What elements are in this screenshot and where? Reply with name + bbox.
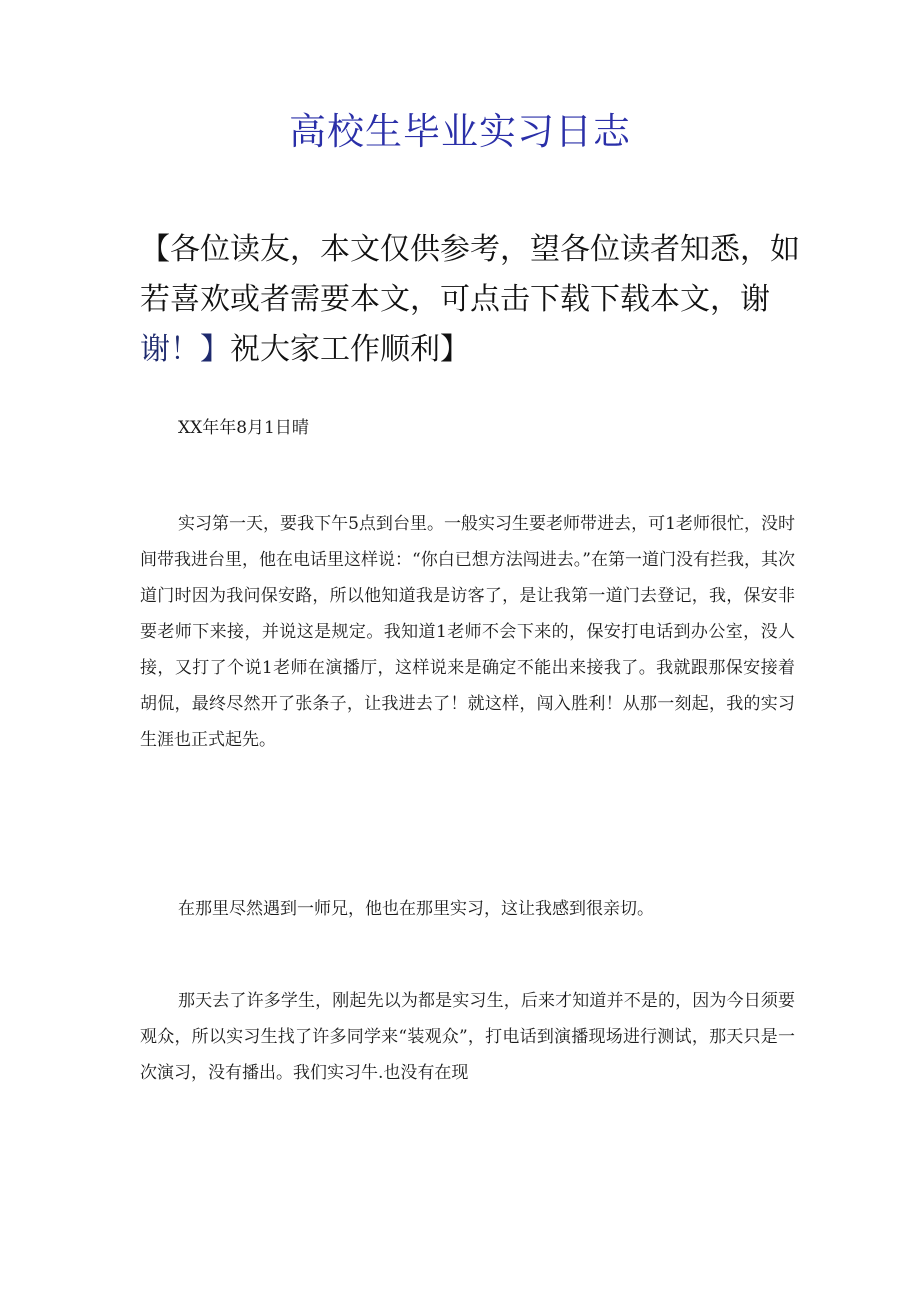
notice-text-end: 祝大家工作顺利】 [230,332,470,367]
reader-notice [140,225,800,375]
diary-paragraph-3: 那天去了许多学生，刚起先以为都是实习生，后来才知道并不是的，因为今日须要观众，所以实习生找了许多同学来“装观众”，打电话到演播现场进行测试，那天只是一次演习，没有播出。我们实习牛.也没有在现 [140,991,795,1083]
notice-highlight: 谢！】 [140,332,230,367]
diary-paragraph-1: 实习第一天，要我下午5点到台里。一般实习生要老师带进去，可1老师很忙，没时间带我进台里，他在电话里这样说：“你白已想方法闯进去。”在第一道门没有拦我，其次道门时因为我问保安路，所以他知道我是访客了，是让我第一道门去登记，我，保安非要老师下来接，并说这是规定。我知道1老师不会下来的，保安打电话到办公室，没人接，又打了个说1老师在演播厅，这样说来是确定不能出来接我了。我就跟那保安接着胡侃，最终尽然开了张条子，让我进去了！就这样，闯入胜利！从那一刻起，我的实习生涯也正式起先。 [140,514,795,750]
page-title: 高校生毕业实习日志 [289,110,631,153]
diary-date: XX年年8月1日晴 [178,418,309,438]
notice-text-start: 【各位读友，本文仅供参考，望各位读者知悉，如若喜欢或者需要本文，可点击下载下载本文，谢 [140,232,800,317]
diary-paragraph-2: 在那里尽然遇到一师兄，他也在那里实习，这让我感到很亲切。 [178,899,654,919]
